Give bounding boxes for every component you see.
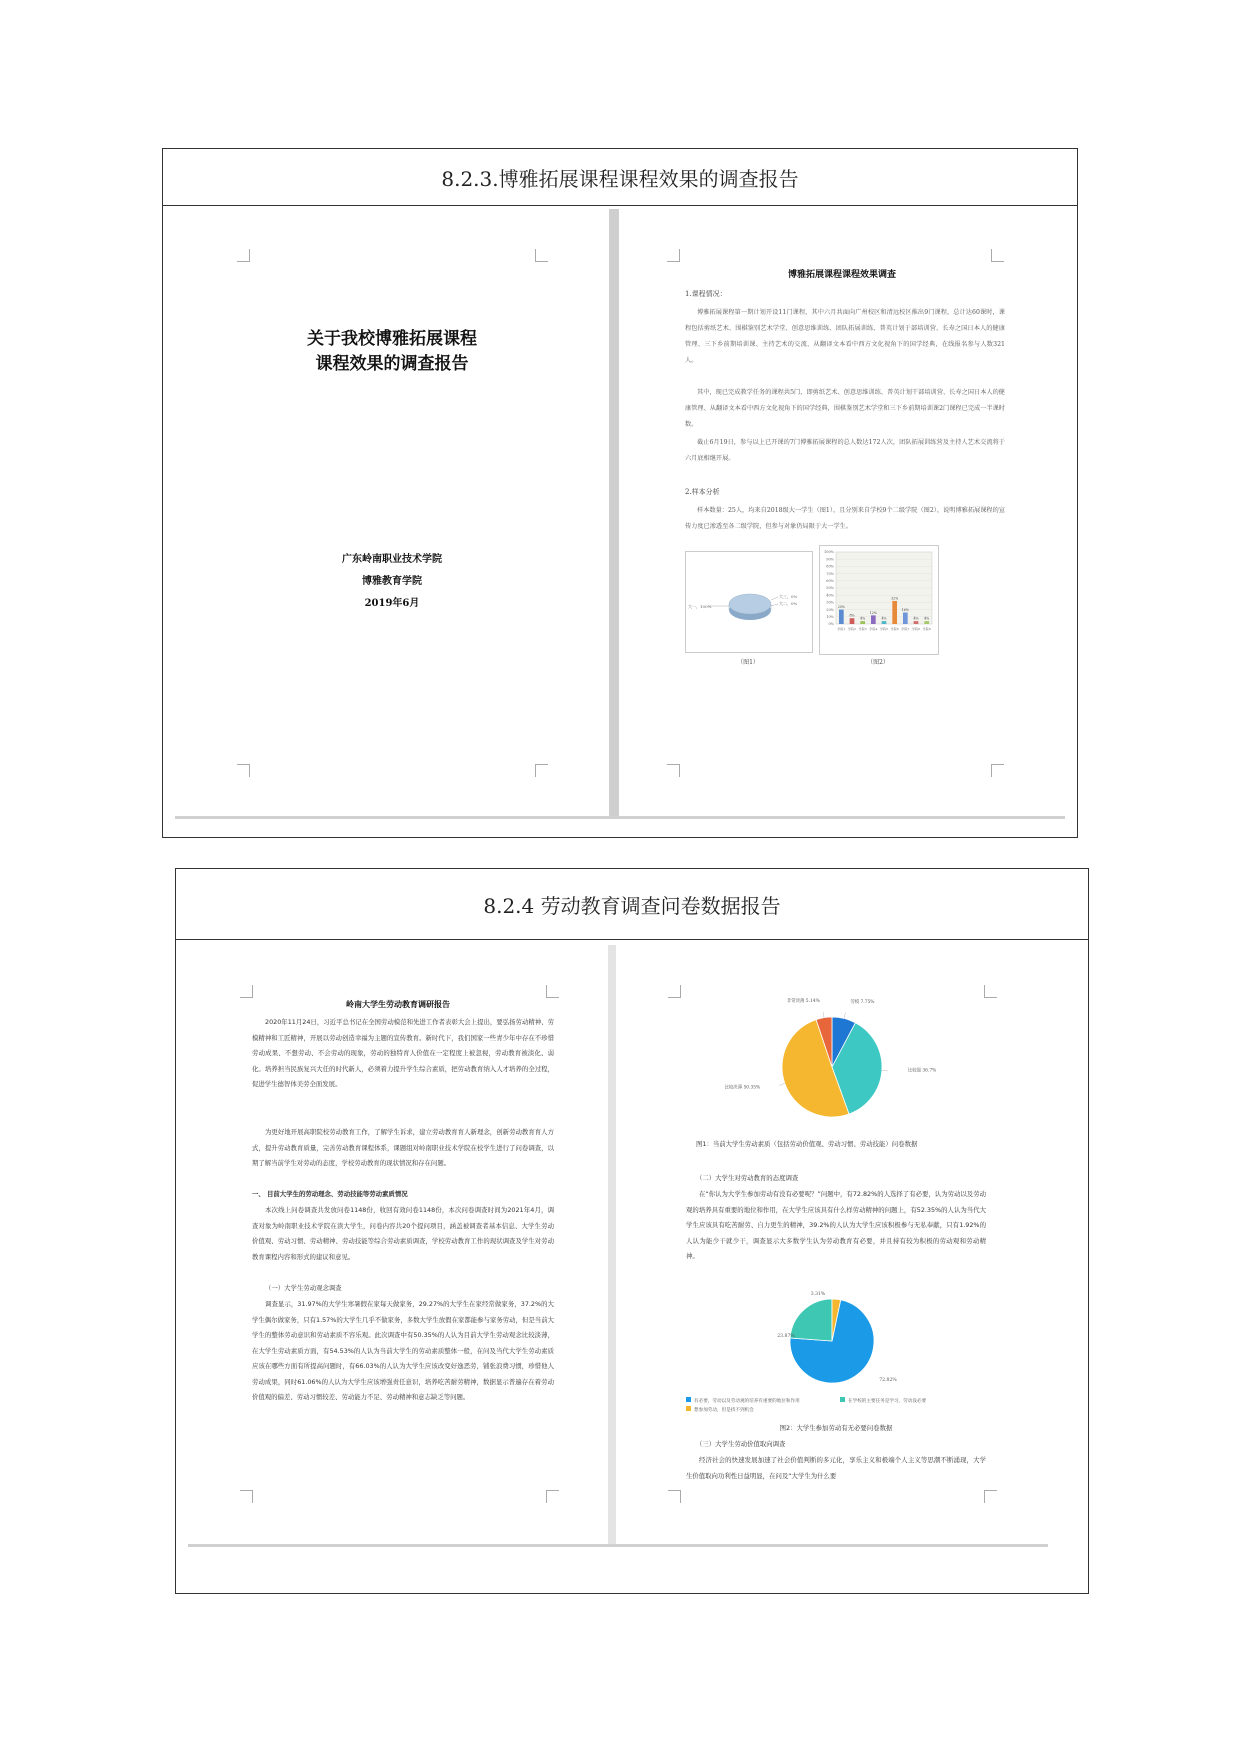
- survey-heading-1: 1.课程情况：: [685, 290, 727, 298]
- figure-2-bars: [820, 546, 938, 654]
- labor-report-title: 岭南大学生劳动教育调研报告: [346, 1000, 450, 1009]
- document-spread-1: [175, 209, 1065, 817]
- value-paragraph: 经济社会的快速发展加速了社会价值判断的多元化，享乐主义和极端个人主义等思潮不断涌现，大学生价值取向功利性日益明显，在问及“大学生为什么要: [686, 1456, 986, 1480]
- fig2-bar-label: 20%: [837, 605, 845, 610]
- fig2-bar: [924, 621, 929, 624]
- page-gutter-2: [608, 945, 616, 1545]
- pie1-label: 非常淡薄 5.14%: [786, 998, 820, 1004]
- fig2-ytick: 20%: [826, 607, 834, 612]
- figure-2-caption: （图2）: [867, 659, 889, 666]
- labor-pie-chart-1: [682, 995, 982, 1135]
- cover-school: 广东岭南职业技术学院: [342, 554, 442, 565]
- section-frame-2: [175, 868, 1089, 1594]
- fig2-bar: [860, 621, 865, 624]
- pie2-caption: 图2：大学生参加劳动有无必要问卷数据: [779, 1424, 893, 1432]
- pie2-legend-b: 在学校的主要任务是学习，劳动没必要: [848, 1399, 927, 1404]
- fig2-ytick: 70%: [826, 571, 834, 576]
- survey-paragraph-4: 样本数量：25人，均来自2018级大一学生（图1），且分别来自学校9个二级学院（图2），说明博雅拓展课程的宣传力度已渗透至各二级学院，但参与对象仍局限于大一学生。: [685, 507, 1005, 530]
- section-title-2: 8.2.4 劳动教育调查问卷数据报告: [176, 869, 1088, 940]
- section-frame-1: [162, 148, 1078, 838]
- pie2-legend: [686, 1397, 986, 1415]
- fig2-category: 学院4: [869, 627, 878, 631]
- fig2-bar-label: 32%: [891, 596, 899, 601]
- fig2-ytick: 80%: [826, 564, 834, 569]
- survey-heading-2: 2.样本分析: [685, 488, 720, 496]
- fig2-bar-label: 12%: [869, 610, 877, 615]
- figure-1-chart: [685, 551, 813, 653]
- fig2-category: 学院8: [912, 627, 920, 631]
- fig2-bar-label: 16%: [901, 607, 909, 612]
- document-spread-2: [188, 945, 1048, 1545]
- figure-1-caption: （图1）: [737, 659, 759, 666]
- pie2-legend-a: 有必要，劳动以及劳动观的培养有重要的地位和作用: [694, 1399, 800, 1404]
- page-gutter: [609, 209, 619, 817]
- survey-paragraph-3: 截止6月19日，参与以上已开课的7门博雅拓展课程的总人数达172人次，团队拓展训练营及主持人艺术交流将于六月底相继开展。: [685, 439, 1005, 462]
- attitude-paragraph: 在“你认为大学生参加劳动有没有必要呢？”问题中，有72.82%的人选择了有必要，认为劳动以及劳动观的培养具有重要的地位和作用，在大学生应该具有什么样劳动精神的问题上，有52.35%的人认为当代大学生应该具有吃苦耐劳、自力更生的精神，39.2%的人认为大学生应该积极参与无私奉献，只有1.92%的人认为能少干就少干，调查显示大多数学生认为劳动教育有必要，并且持有较为积极的劳动观和劳动精神。: [686, 1190, 986, 1260]
- fig1-label-b: 大三，0%: [779, 594, 798, 599]
- figure-1-pie: [686, 552, 812, 652]
- fig2-bar: [850, 618, 855, 624]
- figure-2-chart: [819, 545, 939, 655]
- fig2-bar-label: 4%: [913, 616, 919, 621]
- pie1-label: 比较强 36.7%: [907, 1068, 937, 1074]
- labor-paragraph-4: 调查显示，31.97%的大学生寒暑假在家每天做家务，29.27%的大学生在家经常做家务，37.2%的大学生偶尔做家务，只有1.57%的大学生几乎不做家务，多数大学生放假在家都能参与家务劳动，但是当前大学生的整体劳动意识和劳动素质不容乐观。此次调查中有50.35%的人认为目前大学生劳动观念比较淡薄，在大学生劳动素质方面，有54.53%的人认为当前大学生的劳动素质整体一般，在问及当代大学生劳动素质应该在哪些方面有所提高问题时，有66.03%的人认为大学生应该改变好逸恶劳，铺张浪费习惯，珍惜他人劳动成果，同时61.06%的人认为大学生应该增强责任意识，培养吃苦耐劳精神，数据显示普遍存在着劳动价值观的偏差、劳动习惯较差、劳动能力不足、劳动精神和意志缺乏等问题。: [252, 1300, 554, 1401]
- fig2-bar-label: 8%: [849, 613, 855, 618]
- fig2-bar-label: 4%: [860, 616, 866, 621]
- cover-college: 博雅教育学院: [362, 576, 422, 587]
- survey-page: [619, 209, 1065, 817]
- fig2-bar: [839, 610, 844, 624]
- fig2-category: 学院2: [848, 627, 856, 631]
- attitude-heading: （二）大学生对劳动教育的态度调查: [696, 1174, 799, 1182]
- fig2-ytick: 60%: [826, 579, 834, 583]
- fig2-bar: [871, 615, 876, 624]
- labor-report-page-2: [616, 945, 1048, 1545]
- pie2-label: 23.87%: [777, 1334, 795, 1339]
- fig2-bar: [914, 621, 919, 624]
- pie2-label: 72.82%: [879, 1378, 897, 1383]
- fig2-bar: [892, 601, 897, 624]
- fig2-ytick: 40%: [826, 593, 834, 598]
- fig2-category: 学院7: [901, 627, 910, 631]
- fig2-category: 学院1: [837, 627, 846, 631]
- survey-title: 博雅拓展课程课程效果调查: [787, 270, 896, 280]
- fig2-ytick: 100%: [823, 550, 834, 555]
- fig2-ytick: 10%: [826, 615, 834, 619]
- fig2-ytick: 0%: [828, 622, 834, 627]
- value-heading: （三）大学生劳动价值取向调查: [696, 1440, 786, 1448]
- pie2-label: 3.31%: [810, 1292, 826, 1297]
- fig1-label-c: 大二，0%: [779, 601, 798, 606]
- labor-report-page-1: [188, 945, 608, 1545]
- cover-title-line1: 关于我校博雅拓展课程: [307, 329, 477, 349]
- section-title-1: 8.2.3.博雅拓展课程课程效果的调查报告: [163, 149, 1077, 206]
- fig2-ytick: 30%: [826, 600, 834, 605]
- cover-page: [175, 209, 609, 817]
- survey-paragraph-1: 博雅拓展课程第一期计划开设11门课程，其中六月共面向广州校区和清远校区推出9门课程，总计达60课时，课程包括剪纸艺术、围棋鉴别艺术学堂、创意思维训练、团队拓展训练、普英计划于部培训营、长寿之国日本人的健康管理、三下乡前期培训课、主持艺术的交流、从翻译文本看中西方文化视角下的国学经典，在线报名参与人数321人。: [685, 309, 1005, 364]
- pie1-label: 比较淡薄 50.35%: [724, 1085, 761, 1091]
- fig2-category: 学院3: [858, 627, 867, 631]
- fig1-label-a: 大一，100%: [688, 604, 712, 609]
- pie-slice: [790, 1299, 832, 1341]
- fig2-bar-label: 4%: [924, 616, 930, 621]
- pie2-legend-c: 想参加劳动，但是找不到机会: [694, 1408, 754, 1413]
- survey-paragraph-2: 其中，现已完成教学任务的课程共5门，即剪纸艺术、创意思维训练、普英计划干部培训营、长寿之国日本人的健康管理、从翻译文本看中西方文化视角下的国学经典，围棋鉴别艺术学堂和三下乡前期培训课2门课程已完成一半课时数。: [685, 389, 1005, 428]
- labor-paragraph-1: 2020年11月24日，习近平总书记在全国劳动模范和先进工作者表彰大会上提出，要弘扬劳动精神、劳模精神和工匠精神，开展以劳动创造幸福为主题的宣传教育。新时代下，我们国家一些青少年中存在不珍惜劳动成果、不想劳动、不会劳动的现象，劳动的独特育人价值在一定程度上被忽视，劳动教育被淡化、弱化。培养担当民族复兴大任的时代新人，必须着力提升学生综合素质，把劳动教育纳入人才培养的全过程，促进学生德智体美劳全面发展。: [252, 1018, 554, 1088]
- fig2-ytick: 50%: [826, 586, 834, 591]
- fig2-category: 学院5: [880, 627, 888, 631]
- labor-paragraph-3: 本次线上问卷调查共发放问卷1148份，收回有效问卷1148份，本次问卷调查时间为2021年4月，调查对象为岭南职业技术学院在读大学生，问卷内容共20个提问项目，涵盖被调查者基本信息、大学生劳动价值观、劳动习惯、劳动精神、劳动技能等综合劳动素质调查，学校劳动教育工作的现状调查及学生对劳动教育课程内容和形式的建议和意见。: [252, 1206, 554, 1261]
- cover-date: 2019年6月: [364, 598, 420, 609]
- labor-pie-chart-2: [682, 1285, 982, 1395]
- fig2-bar: [903, 612, 908, 624]
- fig2-category: 学院9: [922, 627, 931, 631]
- fig2-bar-label: 4%: [881, 616, 887, 621]
- fig2-category: 学院6: [890, 627, 899, 631]
- labor-heading-1: 一、 目前大学生的劳动理念、劳动技能等劳动素质情况: [252, 1190, 408, 1198]
- labor-paragraph-2: 为更好地开展高职院校劳动教育工作，了解学生诉求，建立劳动教育育人新理念，创新劳动教育育人方式，提升劳动教育质量，完善劳动教育课程体系，课题组对岭南职业技术学院在校学生进行了问卷调查，以期了解当前学生对劳动的态度，学校劳动教育的现状情况和存在问题。: [252, 1128, 554, 1167]
- cover-title-line2: 课程效果的调查报告: [315, 354, 469, 374]
- fig2-bar: [882, 621, 887, 624]
- fig2-ytick: 90%: [826, 557, 834, 562]
- labor-heading-2: （一）大学生劳动观念调查: [265, 1284, 342, 1292]
- pie1-label: 劳模 7.75%: [850, 999, 875, 1005]
- pie1-caption: 图1：当前大学生劳动素质（包括劳动价值观、劳动习惯、劳动技能）问卷数据: [696, 1140, 918, 1148]
